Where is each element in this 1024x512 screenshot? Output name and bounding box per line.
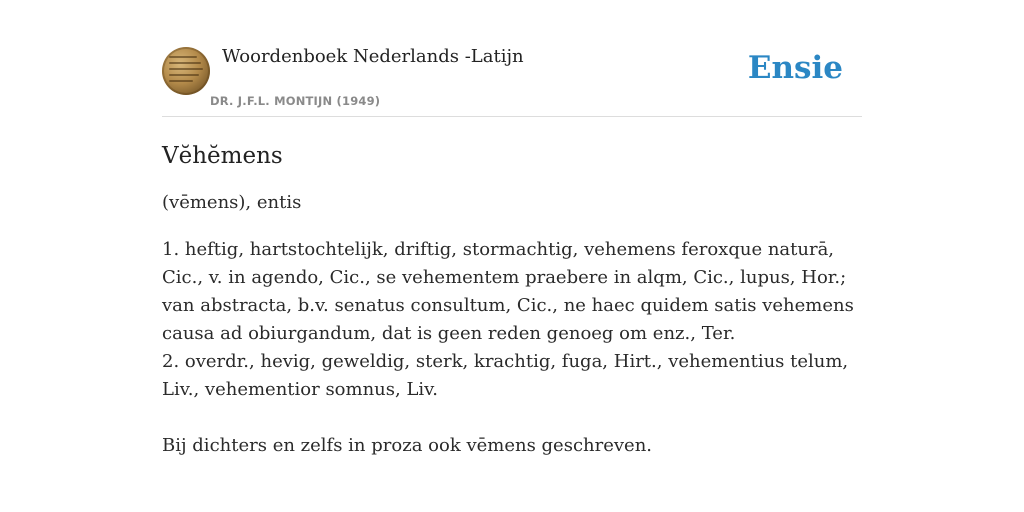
headword: Vĕhĕmens bbox=[162, 143, 283, 169]
coin-inscription-icon bbox=[169, 56, 203, 86]
roman-coin-icon[interactable] bbox=[162, 47, 210, 95]
usage-note: Bij dichters en zelfs in proza ook vēmens geschreven. bbox=[162, 435, 653, 456]
definition-2: 2. overdr., hevig, geweldig, sterk, krachtig, fuga, Hirt., vehementius telum, Liv., vehementior somnus, Liv. bbox=[162, 351, 849, 400]
dictionary-entry-card bbox=[162, 40, 862, 460]
dictionary-author: DR. J.F.L. MONTIJN (1949) bbox=[210, 94, 381, 108]
dictionary-title[interactable]: Woordenboek Nederlands -Latijn bbox=[222, 46, 524, 67]
definition-1: 1. heftig, hartstochtelijk, driftig, stormachtig, vehemens feroxque naturā, Cic., v. in agendo, Cic., se vehementem praebere in alqm, Cic., lupus, Hor.; van abstracta, b.v. senatus consultum, Cic., ne haec quidem satis vehemens causa ad obiurgandum, dat is geen reden genoeg om enz., Ter. bbox=[162, 239, 854, 344]
definition-block bbox=[162, 236, 862, 404]
grammar-info: (vēmens), entis bbox=[162, 192, 302, 213]
entry-header bbox=[162, 40, 862, 117]
ensie-logo-link[interactable]: Ensie bbox=[747, 50, 843, 86]
